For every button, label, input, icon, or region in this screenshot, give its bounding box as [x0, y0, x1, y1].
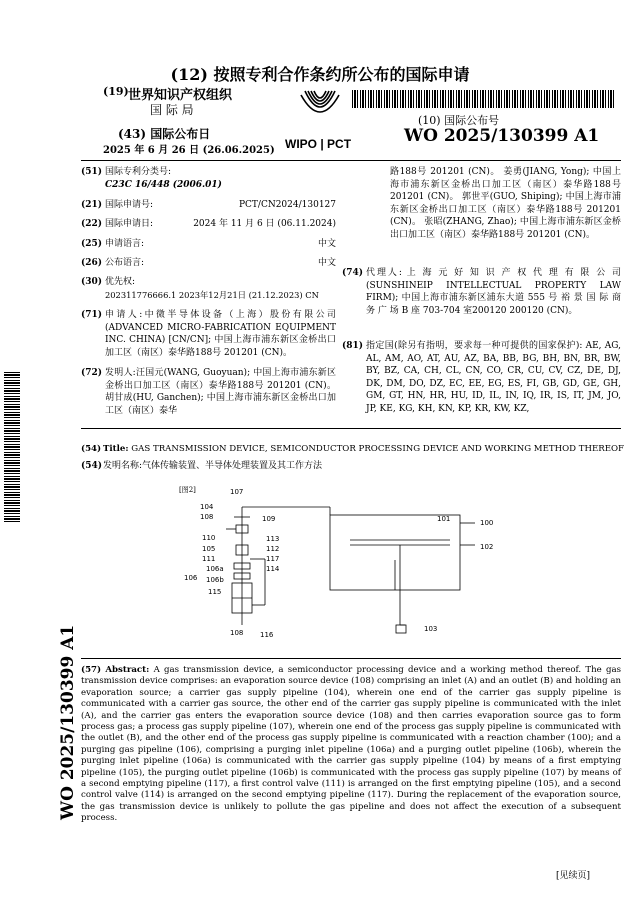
svg-text:115: 115	[208, 588, 222, 596]
svg-text:106a: 106a	[206, 565, 224, 573]
inventors-continued: 路188号 201201 (CN)。 姜勇(JIANG, Yong); 中国上海市浦东新区金桥出口加工区（南区）泰华路188号 201201 (CN)。 郭世平(GUO, Shiping); 中国上海市浦东新区金桥出口加工区（南区）泰华路188号 201201 (CN)。 张昭(ZHANG, Zhao); 中国上海市浦东新区金桥出口加工区（南区）泰华路188号 201201 (CN)。	[390, 167, 621, 240]
figure-caption: [图2]	[179, 486, 196, 494]
document-title: (12) 按照专利合作条约所公布的国际申请	[170, 65, 470, 84]
entry-71: (71) 申请人:中微半导体设备（上海）股份有限公司 (ADVANCED MICRO-FABRICATION EQUIPMENT INC. CHINA) [CN/CN]; 中国上海市浦东新区金桥出口加工区（南区）泰华路188号 201201 (CN)。	[81, 310, 336, 358]
title-divider	[81, 428, 621, 429]
side-barcode-image	[4, 372, 20, 522]
title-en: (54) Title: GAS TRANSMISSION DEVICE, SEMICONDUCTOR PROCESSING DEVICE AND WORKING METHOD THEREOF	[81, 444, 625, 454]
svg-text:112: 112	[266, 545, 280, 553]
entry-25: (25) 申请语言: 中文	[81, 239, 336, 249]
abstract-divider	[81, 658, 621, 659]
svg-text:111: 111	[202, 555, 216, 563]
title-zh: (54)发明名称:气体传输装置、半导体处理装置及其工作方法	[81, 461, 323, 471]
svg-text:106b: 106b	[206, 576, 224, 584]
entry-30: (30) 优先权: 202311776666.1 2023年12月21日 (21.12.2023) CN	[81, 277, 319, 300]
side-publication-number: WO 2025/130399 A1	[58, 624, 78, 820]
svg-text:113: 113	[266, 535, 280, 543]
svg-text:107: 107	[230, 488, 244, 496]
svg-text:101: 101	[437, 515, 451, 523]
org-name: 世界知识产权组织	[128, 88, 233, 103]
svg-text:103: 103	[424, 625, 438, 633]
svg-text:108: 108	[200, 513, 214, 521]
continued-note: [见续页]	[556, 871, 591, 881]
svg-text:110: 110	[202, 534, 216, 542]
patent-figure-diagram	[170, 485, 500, 650]
org-sub: 国 际 局	[150, 103, 194, 117]
pub-no-label: (10) 国际公布号	[418, 114, 500, 127]
pub-date: 2025 年 6 月 26 日 (26.06.2025)	[103, 145, 275, 156]
barcode-image	[352, 90, 614, 108]
pub-date-label: (43) 国际公布日	[118, 127, 211, 141]
entry-72: (72) 发明人:汪国元(WANG, Guoyuan); 中国上海市浦东新区金桥出口加工区（南区）泰华路188号 201201 (CN)。 胡甘成(HU, Ganchen); 中国上海市浦东新区金桥出口加工区（南区）泰华	[81, 368, 336, 416]
entry-21: (21) 国际申请号: PCT/CN2024/130127	[81, 200, 336, 210]
entry-81: (81) 指定国(除另有指明，要求每一种可提供的国家保护): AE, AG, AL, AM, AO, AT, AU, AZ, BA, BB, BG, BH, BN, BR, BW, BY, BZ, CA, CH, CL, CN, CO, CR, CU, CV, CZ, DE, DJ, DK, DM, DO, DZ, EC, EE, EG, ES, FI, GB, GD, GE, GH, GM, GT, HN, HR, HU, ID, IL, IN, IQ, IR, IS, IT, JM, JO, JP, KE, KG, KH, KN, KP, KR, KW, KZ,	[342, 341, 621, 414]
svg-text:100: 100	[480, 519, 494, 527]
svg-text:106: 106	[184, 574, 198, 582]
org-number: (19)	[103, 85, 129, 98]
entry-74: (74) 代理人: 上 海 元 好 知 识 产 权 代 理 有 限 公 司 (SUNSHINEIP INTELLECTUAL PROPERTY LAW FIRM); 中国上海市浦东新区浦东大道 555 号 裕 景 国 际 商 务 广 场 B 座 703-704 室200120 200120 (CN)。	[342, 268, 621, 316]
wipo-logo-icon	[285, 85, 355, 135]
svg-text:117: 117	[266, 555, 280, 563]
svg-text:105: 105	[202, 545, 216, 553]
abstract: (57) Abstract: A gas transmission device, a semiconductor processing device and a working method thereof. The gas transmission device comprises: an evaporation source device (108) comprising an inlet (A) and an outlet (B) and holding an evaporation source; a carrier gas supply pipeline (104), wherein one end of the carrier gas supply pipeline is communicated with a carrier gas source, the other end of the carrier gas supply pipeline is communicated with the inlet (A), and the carrier gas enters the evaporation source device (108) and then carries evaporation source gas to form process gas; a process gas supply pipeline (107), wherein one end of the process gas supply pipeline is communicated with the outlet (B), and the other end of the process gas supply pipeline is communicated with a reaction chamber (100); and a purging gas pipeline (106), comprising a purging inlet pipeline (106a) and a purging outlet pipeline (106b), wherein the purging inlet pipeline (106a) is communicated with the carrier gas supply pipeline (104) by means of a first emptying pipeline (105), the purging outlet pipeline (106b) is communicated with the process gas supply pipeline (107) by means of a second emptying pipeline (117), a first control valve (111) is arranged on the first emptying pipeline (105), and a second control valve (114) is arranged on the second emptying pipeline (117). During the replacement of the evaporation source, the gas transmission device is unlikely to pollute the gas pipeline and does not affect the execution of a subsequent process.	[81, 665, 622, 824]
svg-text:109: 109	[262, 515, 276, 523]
header-divider	[81, 160, 621, 161]
pub-number: WO 2025/130399 A1	[404, 126, 600, 146]
wipo-pct-text: WIPO | PCT	[285, 137, 352, 151]
svg-text:114: 114	[266, 565, 280, 573]
svg-text:102: 102	[480, 543, 494, 551]
svg-text:116: 116	[260, 631, 274, 639]
entry-26: (26) 公布语言: 中文	[81, 258, 336, 268]
svg-text:108: 108	[230, 629, 244, 637]
svg-text:104: 104	[200, 503, 214, 511]
entry-22: (22) 国际申请日: 2024 年 11 月 6 日 (06.11.2024)	[81, 219, 336, 229]
entry-51: (51) 国际专利分类号: C23C 16/448 (2006.01)	[81, 167, 222, 190]
